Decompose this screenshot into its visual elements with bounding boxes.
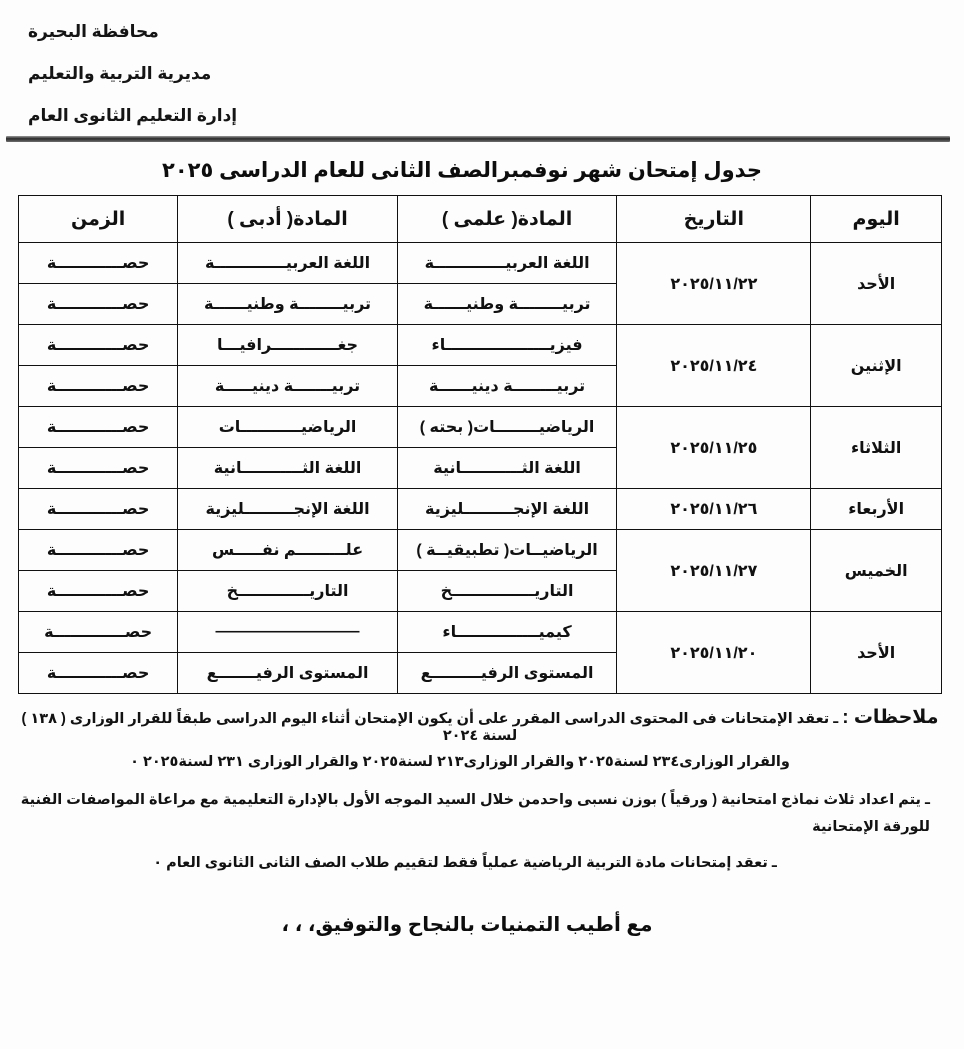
cell-time: حصــــــــــــة — [19, 530, 178, 571]
cell-day: الثلاثاء — [811, 407, 942, 489]
cell-subject-scientific: كيميـــــــــــــــاء — [397, 612, 617, 653]
cell-day: الأحد — [811, 243, 942, 325]
cell-subject-scientific: الرياضيــات( تطبيقيــة ) — [397, 530, 617, 571]
cell-subject-literary: علـــــــــم نفـــــس — [178, 530, 398, 571]
cell-subject-scientific: التاريـــــــــــــــخ — [397, 571, 617, 612]
cell-time: حصــــــــــــة — [19, 366, 178, 407]
header-divider — [6, 136, 950, 142]
cell-date: ٢٠٢٥/١١/٢٢ — [617, 243, 811, 325]
cell-date: ٢٠٢٥/١١/٢٥ — [617, 407, 811, 489]
column-header-time: الزمن — [19, 196, 178, 243]
cell-subject-literary: المستوى الرفيـــــــع — [178, 653, 398, 694]
governorate-line: محافظة البحيرة — [28, 22, 159, 41]
cell-date: ٢٠٢٥/١١/٢٠ — [617, 612, 811, 694]
directorate-line: مديرية التربية والتعليم — [28, 64, 212, 83]
cell-subject-literary: الرياضيـــــــــــات — [178, 407, 398, 448]
page-title: جدول إمتحان شهر نوفمبرالصف الثانى للعام الدراسى ٢٠٢٥ — [162, 159, 762, 182]
note-item-2: والقرار الوزارى٢٣٤ لسنة٢٠٢٥ والقرار الوزارى٢١٣ لسنة٢٠٢٥ والقرار الوزارى ٢٣١ لسنة٢٠٢٥ ٠ — [130, 753, 790, 770]
table-header-row — [19, 196, 942, 243]
cell-subject-literary: ————————— — [178, 612, 398, 653]
column-header-subject-literary: المادة( أدبى ) — [178, 196, 398, 243]
cell-time: حصــــــــــــة — [19, 571, 178, 612]
table-row — [19, 530, 942, 571]
cell-subject-literary: اللغة الثـــــــــــانية — [178, 448, 398, 489]
cell-time: حصــــــــــــة — [19, 653, 178, 694]
note-item-4: ـ تعقد إمتحانات مادة التربية الرياضية عملياً فقط لتقييم طلاب الصف الثانى الثانوى العام ٠ — [153, 855, 777, 872]
cell-subject-scientific: المستوى الرفيـــــــــع — [397, 653, 617, 694]
cell-subject-scientific: اللغة العربيـــــــــــــة — [397, 243, 617, 284]
cell-time: حصــــــــــــة — [19, 284, 178, 325]
cell-day: الإثنين — [811, 325, 942, 407]
cell-date: ٢٠٢٥/١١/٢٧ — [617, 530, 811, 612]
table-row — [19, 243, 942, 284]
cell-subject-literary: اللغة الإنجـــــــــليزية — [178, 489, 398, 530]
notes-section — [0, 694, 964, 872]
exam-schedule-table — [18, 195, 942, 694]
cell-time: حصــــــــــــة — [19, 243, 178, 284]
note-item-3: ـ يتم اعداد ثلاث نماذج امتحانية ( ورقياً ) بوزن نسبى واحدمن خلال السيد الموجه الأول بالإدارة التعليمية مع مراعاة المواصفات الفنية للورقة الإمتحانية — [20, 791, 930, 835]
cell-time: حصـــــــــــــة — [19, 612, 178, 653]
cell-time: حصــــــــــــة — [19, 407, 178, 448]
table-header — [19, 196, 942, 243]
department-line: إدارة التعليم الثانوى العام — [28, 106, 238, 125]
notes-label: ملاحظات : — [842, 707, 939, 728]
column-header-subject-scientific: المادة( علمى ) — [397, 196, 617, 243]
cell-subject-scientific: تربيــــــــة دينيــــــة — [397, 366, 617, 407]
cell-subject-literary: جغــــــــــــرافيـــا — [178, 325, 398, 366]
cell-day: الأربعاء — [811, 489, 942, 530]
cell-day: الخميس — [811, 530, 942, 612]
cell-subject-literary: اللغة العربيـــــــــــــة — [178, 243, 398, 284]
closing-wishes: مع أطيب التمنيات بالنجاح والتوفيق، ، ، — [281, 914, 653, 937]
cell-subject-scientific: تربيــــــــة وطنيــــــة — [397, 284, 617, 325]
column-header-date: التاريخ — [617, 196, 811, 243]
cell-time: حصــــــــــــة — [19, 448, 178, 489]
cell-date: ٢٠٢٥/١١/٢٦ — [617, 489, 811, 530]
note-1-text: ـ تعقد الإمتحانات فى المحتوى الدراسى المقرر على أن يكون الإمتحان أثناء اليوم الدراسى طبقاً للقرار الوزارى ( ١٣٨ ) لسنة ٢٠٢٤ — [21, 711, 839, 744]
cell-subject-literary: تربيـــــــة دينيـــــة — [178, 366, 398, 407]
cell-time: حصــــــــــــة — [19, 489, 178, 530]
column-header-day: اليوم — [811, 196, 942, 243]
cell-subject-scientific: اللغة الإنجـــــــــليزية — [397, 489, 617, 530]
table-row — [19, 407, 942, 448]
cell-subject-literary: التاريـــــــــــــخ — [178, 571, 398, 612]
cell-subject-scientific: اللغة الثـــــــــــانية — [397, 448, 617, 489]
schedule-table-container — [0, 195, 964, 694]
cell-day: الأحد — [811, 612, 942, 694]
letterhead — [0, 0, 964, 126]
table-row — [19, 325, 942, 366]
cell-date: ٢٠٢٥/١١/٢٤ — [617, 325, 811, 407]
table-row — [19, 612, 942, 653]
table-row — [19, 489, 942, 530]
cell-subject-scientific: فيزيـــــــــــــــــــاء — [397, 325, 617, 366]
cell-subject-literary: تربيــــــــة وطنيــــــة — [178, 284, 398, 325]
table-body — [19, 243, 942, 694]
note-item-1 — [20, 708, 940, 745]
cell-subject-scientific: الرياضيــــــــات( بحته ) — [397, 407, 617, 448]
cell-time: حصــــــــــــة — [19, 325, 178, 366]
